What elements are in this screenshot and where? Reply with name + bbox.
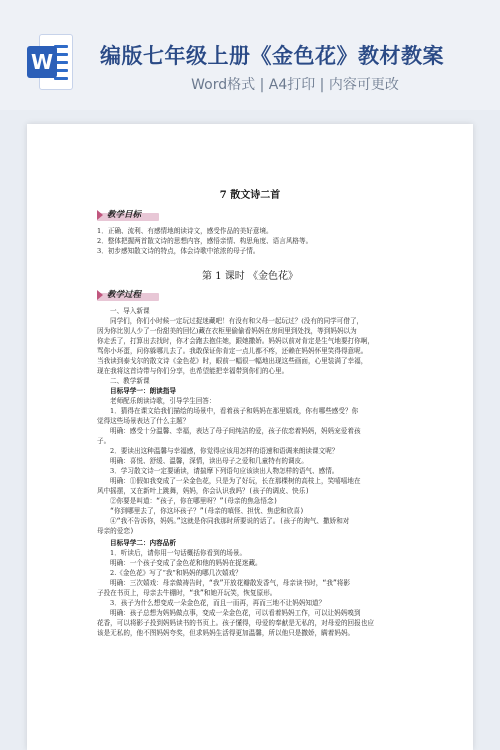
body-line: 因为你比别人少了一份甜美的回忆)藏在衣柜里偷偷看妈妈在房间里到处找，等到妈妈以为 [97, 327, 357, 335]
process-label [97, 288, 167, 302]
body-line: 骂你小坏蛋，问你躲哪儿去了。我敢保证你肯定一点儿都不疼，还赖在妈妈怀里笑得得意呢。 [97, 347, 368, 355]
body-line: 老师配乐朗读诗歌，引导学生回答： [110, 397, 216, 405]
body-line: 明确：喜悦、舒缓、温馨，深情，读出母子之爱和几童特有的调皮。 [110, 457, 308, 465]
body-line: 2.《金色花》写了“我”和妈妈的哪几次嬉戏？ [110, 569, 242, 577]
body-line: 2．要读出这种温馨与幸福感，你觉得应该用怎样的语速和语调来朗读课文呢？ [110, 447, 339, 455]
label-triangle-icon [97, 290, 103, 300]
body-line: 母亲的爱恋) [97, 527, 134, 535]
body-line: “你到哪里去了，你这坏孩子？”(母亲的嗔怪、担忧、焦虑和欣喜) [110, 507, 304, 515]
goal-item: 3．初步感知散文诗的特点，体会诗歌中浓浓的母子情。 [97, 247, 260, 255]
body-line: 明确：一个孩子变成了金色花和他的妈妈在捉迷藏。 [110, 559, 262, 567]
body-line: 3．孩子为什么想变成一朵金色花，而且一而再，再而三地不让妈妈知道？ [110, 599, 326, 607]
body-line: 1．猜得在课文给我们描绘的场景中，看着孩子和妈妈在那里嬉戏，你有哪些感受？你 [110, 407, 359, 415]
body-line: 3．学习散文诗一定要诵读，请揣摩下列语句应该读出人物怎样的语气、感情。 [110, 467, 339, 475]
body-line: 明确：①假如我变成了一朵金色花，只是为了好玩，长在那棵树的高枝上，笑嘻嘻地在 [110, 477, 361, 485]
section-title: 7 散文诗二首 [219, 190, 281, 201]
page-subtitle: Word格式 | A4打印 | 内容可更改 [191, 77, 399, 93]
body-line: 同学们，你们小时候一定玩过捉迷藏吧！有没有和父母一起玩过？(没有的同学可借了， [110, 317, 364, 325]
body-subheading: 目标导学一：朗读指导 [110, 387, 176, 395]
header-banner [0, 0, 500, 110]
body-line: 风中摇摆，又在新叶上跳舞，妈妈，你会认识我吗？(孩子的调皮、快乐) [97, 487, 310, 495]
body-line: 明确：感受十分温馨、幸福，表达了母子间纯洁的爱，孩子依恋着妈妈，妈妈宠爱着孩 [110, 427, 361, 435]
goal-item: 2．整体把握两首散文诗的思想内容，感悟亲情、构思角度、语言风格等。 [97, 237, 313, 245]
goals-label-text: 教学目标 [107, 210, 142, 220]
goals-label [97, 208, 167, 222]
body-line: 子投在书页上，母亲去牛棚时，“我”和她开玩笑，恢复原形。 [97, 589, 277, 597]
body-line: 现在我将这首诗带与你们分享，也希望能把幸福带到你们的心里。 [97, 367, 289, 375]
body-line: 花香，可以将影子投到妈妈读书的书页上。孩子懂得，母爱的奉献是无私的，对母爱的回报也应 [97, 619, 374, 627]
body-line: 二、教学新课 [110, 377, 150, 385]
body-line: 1．听读后，请你用一句话概括你看到的场景。 [110, 549, 247, 557]
body-line: ②你要是叫道：“孩子，你在哪里呀？”(母亲的焦急悟念) [110, 497, 278, 505]
body-subheading: 目标导学二：内容品析 [110, 539, 176, 547]
label-triangle-icon [97, 210, 103, 220]
word-badge: W [27, 46, 57, 78]
body-line: 当我读到泰戈尔的散文诗《金色花》时，眼前一幅很一幅地出现这些画面，心里装满了幸福， [97, 357, 368, 365]
goal-item: 1．正确、流利、有感情地朗读诗文，感受作品的美好意境。 [97, 227, 273, 235]
body-line: 你走丢了，打算出去找时，你才会跑去抱住她，跟她撒娇。妈妈以前对肯定是生气地要打你啊， [97, 337, 374, 345]
process-label-text: 教学过程 [107, 290, 142, 300]
body-line: 该是无私的，他不图妈妈夸奖，但求妈妈生活得更加温馨，所以他只是撒娇，瞒着妈妈。 [97, 629, 355, 637]
document-page [27, 124, 473, 750]
word-icon [27, 34, 73, 90]
lesson-title: 第 1 课时 《金色花》 [202, 271, 298, 282]
body-line: 一、导入新课 [110, 307, 150, 315]
page-title: 编版七年级上册《金色花》教材教案 [100, 44, 444, 68]
body-line: ④“我不告诉你，妈妈。”这就是你同我那时所要说的话了。(孩子的淘气、撒娇和对 [110, 517, 350, 525]
body-line: 明确：三次嬉戏：母亲做祷告时，“我”开放花瓣散发香气，母亲读书时，“我”将影 [110, 579, 351, 587]
body-line: 子。 [97, 437, 111, 445]
body-line: 觉得这些场景表达了什么主题？ [97, 417, 190, 425]
body-line: 明确：孩子总想为妈妈做点事，变成一朵金色花，可以看着妈妈工作，可以让妈妈嗅到 [110, 609, 361, 617]
